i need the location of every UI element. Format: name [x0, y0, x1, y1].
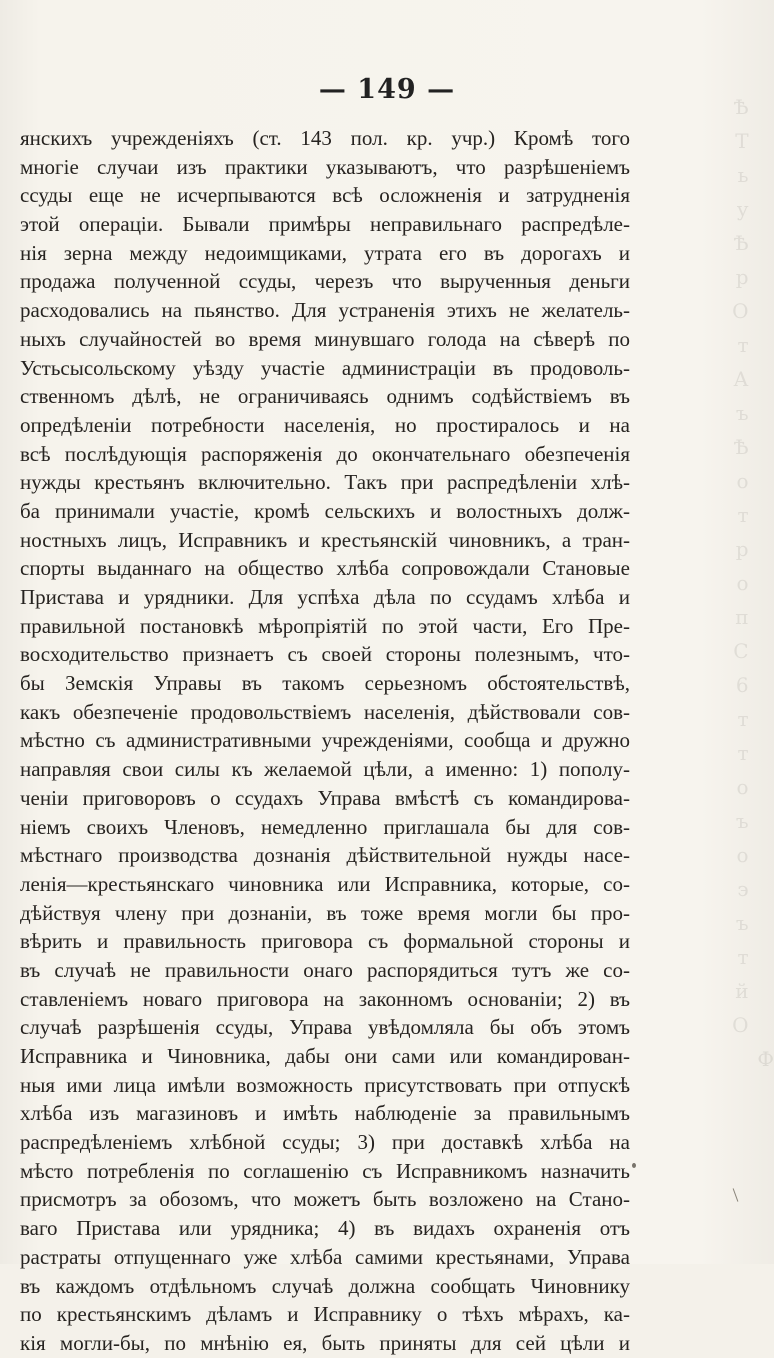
text-line: ба принимали участіе, кромѣ сельскихъ и волостныхъ долж-	[20, 498, 630, 523]
text-line: растраты отпущеннаго уже хлѣба самими крестьянами, Управа	[20, 1244, 630, 1269]
text-line: ссуды еще не исчерпываются всѣ осложненія и затрудненія	[20, 183, 630, 208]
text-line: янскихъ учрежденіяхъ (ст. 143 пол. кр. учр.) Кромѣ того	[20, 126, 630, 150]
text-line: дѣйствуя члену при дознаніи, въ тоже время могли бы про-	[20, 900, 630, 925]
text-line: ственномъ дѣлѣ, не ограничиваясь однимъ содѣйствіемъ въ	[20, 384, 630, 409]
text-line: ленія—крестьянскаго чиновника или Исправника, которые, со-	[20, 871, 630, 896]
text-line: ваго Пристава или урядника; 4) въ видахъ охраненія отъ	[20, 1216, 630, 1241]
text-line: ностныхъ лицъ, Исправникъ и крестьянскій чиновникъ, а тран-	[20, 527, 630, 552]
text-line: въ случаѣ не правильности онаго распорядиться тутъ же со-	[20, 957, 630, 982]
text-line: ныя ими лица имѣли возможность присутствовать при отпускѣ	[20, 1072, 630, 1097]
text-line: хлѣба изъ магазиновъ и имѣть наблюденіе за правильнымъ	[20, 1101, 630, 1126]
text-line: распредѣленіемъ хлѣбной ссуды; 3) при доставкѣ хлѣба на	[20, 1130, 630, 1155]
text-line: случаѣ разрѣшенія ссуды, Управа увѣдомляла бы объ этомъ	[20, 1015, 630, 1040]
text-line: Исправника и Чиновника, дабы они сами или командирован-	[20, 1044, 630, 1068]
text-line: расходовались на пьянство. Для устраненія этихъ не желатель-	[20, 298, 630, 323]
text-line: мѣстнаго производства дознанія дѣйствительной нужды насе-	[20, 843, 630, 868]
text-line: нужды крестьянъ включительно. Такъ при распредѣленіи хлѣ-	[20, 470, 630, 495]
text-line: опредѣленіи потребности населенія, но простиралось и на	[20, 412, 630, 437]
text-line: многіе случаи изъ практики указываютъ, что разрѣшеніемъ	[20, 154, 630, 179]
text-line: мѣстно съ административными учрежденіями, сообща и дружно	[20, 728, 630, 753]
text-line: восходительство признаетъ съ своей стороны полезнымъ, что-	[20, 642, 630, 667]
text-line: Устьсысольскому уѣзду участіе администраціи въ продоволь-	[20, 355, 630, 380]
text-line: ніемъ своихъ Членовъ, немедленно приглашала бы для сов-	[20, 814, 630, 839]
text-line: спорты выданнаго на общество хлѣба сопровождали Становые	[20, 556, 630, 581]
text-line: правильной постановкѣ мѣропріятій по этой части, Его Пре-	[20, 613, 630, 638]
text-line: нія зерна между недоимщиками, утрата его въ дорогахъ и	[20, 240, 630, 265]
text-line: всѣ послѣдующія распоряженія до окончательнаго обезпеченія	[20, 441, 630, 466]
paper-speck	[632, 1163, 636, 1168]
text-line: въ каждомъ отдѣльномъ случаѣ должна сообщать Чиновнику	[20, 1273, 630, 1298]
text-line: вѣрить и правильность приговора съ формальной стороны и	[20, 929, 630, 954]
text-line: Пристава и урядники. Для успѣха дѣла по ссудамъ хлѣба и	[20, 585, 630, 609]
body-text	[20, 124, 630, 1358]
text-line: ченіи приговоровъ о ссудахъ Управа вмѣстѣ съ командирова-	[20, 785, 630, 810]
text-line: направляя свои силы къ желаемой цѣли, а именно: 1) пополу-	[20, 757, 630, 782]
text-line: кія могли-бы, по мнѣнію ея, быть приняты для сей цѣли и	[20, 1330, 630, 1355]
text-line: по крестьянскимъ дѣламъ и Исправнику о тѣхъ мѣрахъ, ка-	[20, 1302, 630, 1327]
text-line: какъ обезпеченіе продовольствіемъ населенія, дѣйствовали сов-	[20, 699, 630, 724]
text-line: ставленіемъ новаго приговора на законномъ основаніи; 2) въ	[20, 986, 630, 1011]
page-number: — 149 —	[318, 74, 456, 105]
text-line: бы Земскія Управы въ такомъ серьезномъ обстоятельствѣ,	[20, 671, 630, 696]
text-line: мѣсто потребленія по соглашенію съ Исправникомъ назначить	[20, 1158, 630, 1183]
text-line: этой операціи. Бывали примѣры неправильнаго распредѣле-	[20, 212, 630, 237]
paper-speck	[733, 1188, 739, 1201]
text-line: присмотръ за обозомъ, что можетъ быть возложено на Стано-	[20, 1187, 630, 1212]
bleed-through-shadow: Ѣ Т ь у Ѣ р О т А ъ Ѣ о т р о п С 6 т т о ъ о э ъ т й О Ф	[732, 95, 774, 1071]
text-line: ныхъ случайностей во время минувшаго голода на сѣверѣ по	[20, 326, 630, 351]
text-line: продажа полученной ссуды, черезъ что вырученныя деньги	[20, 269, 630, 294]
